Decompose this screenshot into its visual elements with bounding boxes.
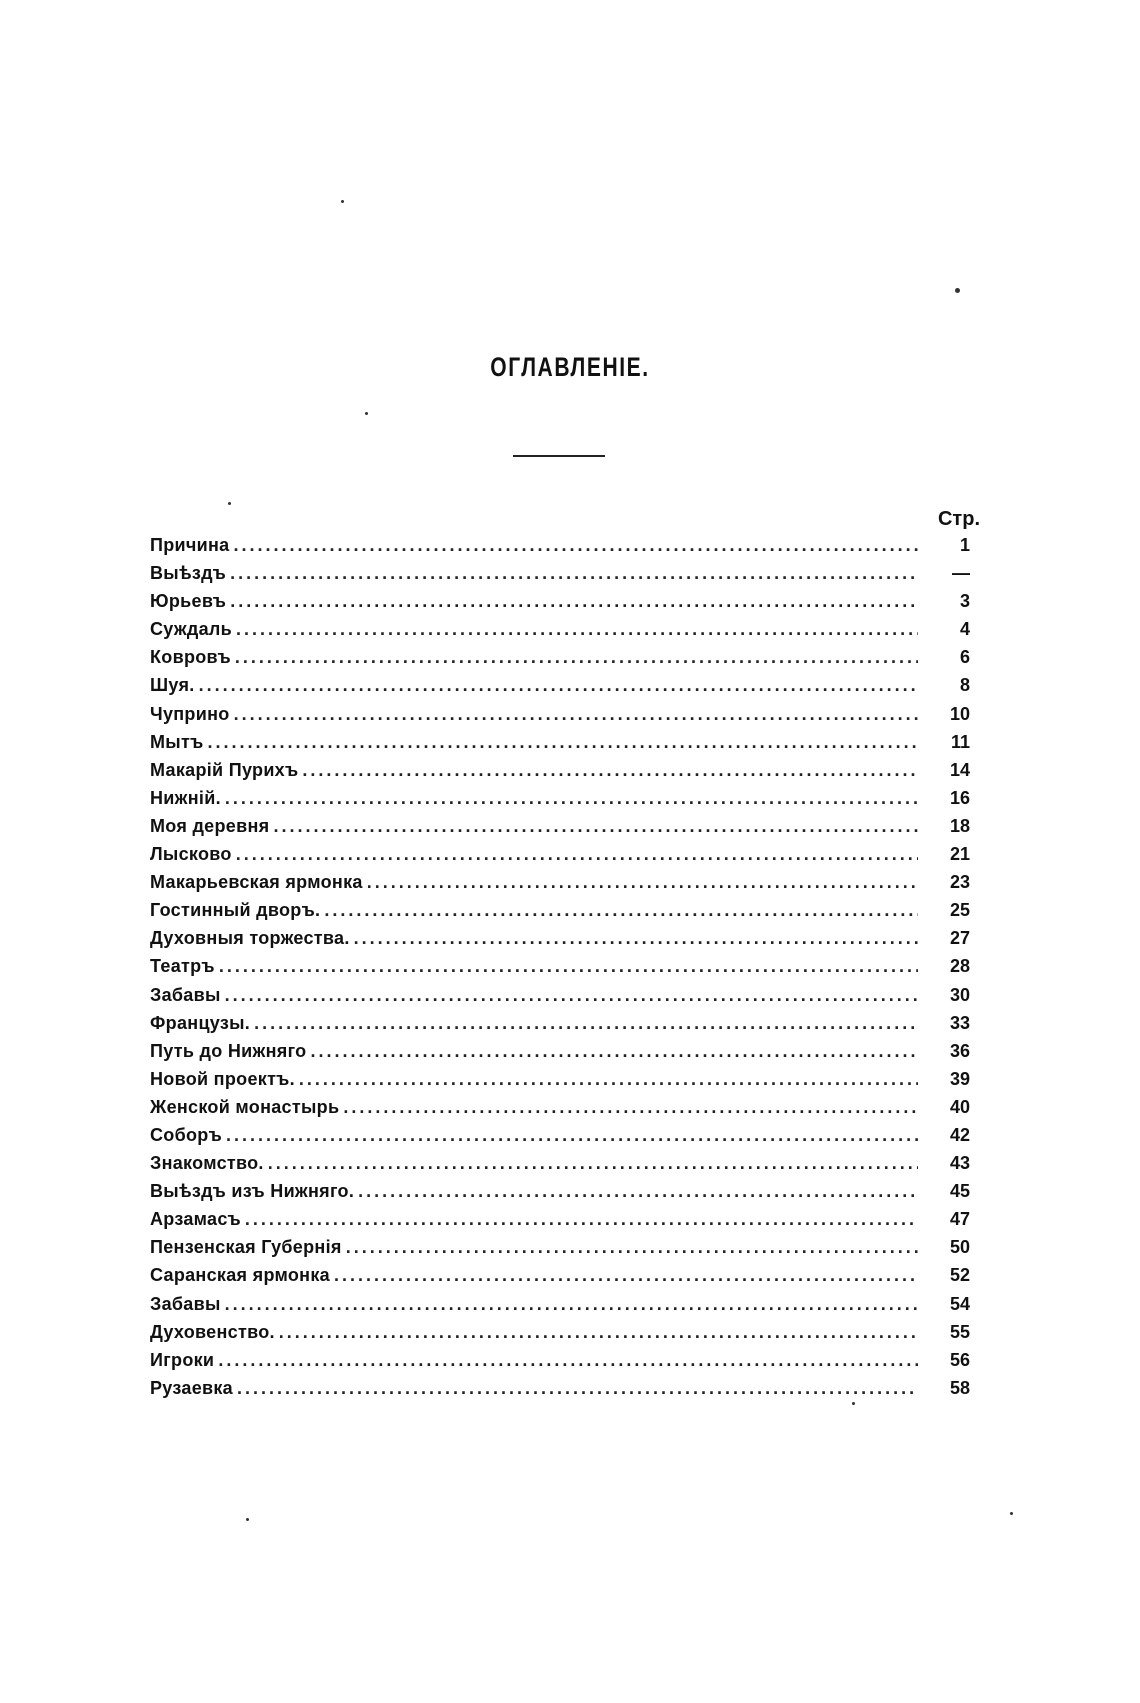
- toc-entry: [150, 1350, 970, 1378]
- toc-entry: [150, 1237, 970, 1265]
- dot-leader: [279, 1322, 918, 1343]
- toc-entry-page: 18: [949, 815, 970, 836]
- dot-leader: [367, 872, 918, 893]
- scan-speck: [228, 502, 231, 505]
- toc-entry-page: 33: [949, 1012, 970, 1033]
- toc-entry-title: Чуприно: [150, 703, 230, 724]
- toc-entry: [150, 1209, 970, 1237]
- toc-entry-page: 39: [949, 1068, 970, 1089]
- dot-leader: [235, 647, 918, 668]
- toc-entry-page: 3: [959, 591, 970, 612]
- dot-leader: [343, 1097, 918, 1118]
- toc-entry-title: Мытъ: [150, 731, 204, 752]
- dot-leader: [245, 1209, 918, 1230]
- toc-entry-page: 43: [949, 1153, 970, 1174]
- title-divider: [513, 455, 605, 457]
- toc-entry-title: Забавы: [150, 984, 221, 1005]
- toc-entry-title: Женской монастырь: [150, 1096, 340, 1117]
- dot-leader: [219, 956, 918, 977]
- toc-entry-page: 30: [949, 984, 970, 1005]
- toc-entry-title: Знакомство.: [150, 1153, 264, 1174]
- dot-leader: [324, 900, 918, 921]
- scan-speck: [1010, 1512, 1013, 1515]
- toc-entry: [150, 1265, 970, 1293]
- toc-entry: [150, 1378, 970, 1406]
- toc-entry-page: 55: [949, 1321, 970, 1342]
- toc-entry-title: Выѣздъ: [150, 563, 227, 584]
- toc-entry: [150, 788, 970, 816]
- toc-entry-title: Ковровъ: [150, 647, 231, 668]
- dot-leader: [254, 1013, 918, 1034]
- dot-leader: [354, 928, 918, 949]
- toc-entry-title: Рузаевка: [150, 1377, 233, 1398]
- toc-entry-page: 28: [949, 956, 970, 977]
- toc-entry: [150, 1041, 970, 1069]
- toc-entry-page: 58: [949, 1377, 970, 1398]
- toc-entry-title: Выѣздъ изъ Нижняго.: [150, 1181, 355, 1202]
- toc-entry-title: Французы.: [150, 1012, 251, 1033]
- toc-entry-title: Юрьевъ: [150, 591, 227, 612]
- toc-entry: [150, 619, 970, 647]
- toc-entry-title: Новой проектъ.: [150, 1068, 295, 1089]
- dot-leader: [334, 1265, 918, 1286]
- toc-entry-page: 23: [949, 872, 970, 893]
- dot-leader: [268, 1153, 918, 1174]
- toc-entry-page: 56: [949, 1349, 970, 1370]
- toc-entry: [150, 985, 970, 1013]
- toc-entry-page: 27: [949, 928, 970, 949]
- dot-leader: [226, 1125, 918, 1146]
- toc-entry-title: Гостинный дворъ.: [150, 900, 321, 921]
- toc-entry: [150, 1013, 970, 1041]
- toc-entry: [150, 1181, 970, 1209]
- toc-entry-title: Шуя.: [150, 675, 195, 696]
- dot-leader: [234, 535, 919, 556]
- scan-speck: [341, 200, 344, 203]
- toc-entry: [150, 844, 970, 872]
- dot-leader: [225, 1294, 918, 1315]
- toc-entry-title: Нижній.: [150, 787, 221, 808]
- toc-entry: [150, 675, 970, 703]
- toc-entry-page: 21: [949, 844, 970, 865]
- toc-entry-page: 4: [959, 619, 970, 640]
- toc-entry-page: 40: [949, 1096, 970, 1117]
- scan-speck: [365, 412, 368, 415]
- toc-entry-title: Пензенская Губернія: [150, 1237, 342, 1258]
- toc-entry: [150, 1125, 970, 1153]
- toc-entry-page: 36: [949, 1040, 970, 1061]
- toc-entry-title: Макарьевская ярмонка: [150, 872, 363, 893]
- toc-entry-title: Саранская ярмонка: [150, 1265, 330, 1286]
- toc-entry-page: 25: [949, 900, 970, 921]
- toc-entry-title: Арзамасъ: [150, 1209, 241, 1230]
- toc-entry-page: 42: [949, 1124, 970, 1145]
- toc-entry-page: 6: [959, 647, 970, 668]
- dot-leader: [236, 844, 918, 865]
- toc-entry-page: 10: [949, 703, 970, 724]
- toc-entry-title: Лысково: [150, 844, 232, 865]
- scan-speck: [955, 288, 960, 293]
- toc-entry: [150, 647, 970, 675]
- dot-leader: [346, 1237, 918, 1258]
- toc-entry: [150, 563, 970, 591]
- toc-entry: [150, 816, 970, 844]
- dot-leader: [358, 1181, 918, 1202]
- toc-entry-title: Духовенство.: [150, 1321, 275, 1342]
- toc-entry-page: —: [952, 563, 970, 584]
- toc-entry: [150, 956, 970, 984]
- dot-leader: [230, 591, 918, 612]
- toc-entry-page: 54: [949, 1293, 970, 1314]
- toc-entry: [150, 1294, 970, 1322]
- dot-leader: [225, 985, 918, 1006]
- toc-entry: [150, 1153, 970, 1181]
- toc-entry: [150, 591, 970, 619]
- dot-leader: [218, 1350, 918, 1371]
- dot-leader: [199, 675, 918, 696]
- dot-leader: [302, 760, 918, 781]
- toc-entry-title: Игроки: [150, 1349, 215, 1370]
- toc-entry-page: 47: [949, 1209, 970, 1230]
- toc-entry: [150, 1097, 970, 1125]
- toc-entry: [150, 872, 970, 900]
- toc-entry-title: Театръ: [150, 956, 215, 977]
- dot-leader: [273, 816, 918, 837]
- dot-leader: [208, 732, 918, 753]
- toc-entry: [150, 732, 970, 760]
- dot-leader: [299, 1069, 918, 1090]
- toc-entry-page: 14: [949, 759, 970, 780]
- scan-speck: [246, 1518, 249, 1521]
- toc-entry-page: 52: [949, 1265, 970, 1286]
- toc-entry-page: 45: [949, 1181, 970, 1202]
- toc-entry: [150, 535, 970, 563]
- toc-entry-title: Макарій Пурихъ: [150, 759, 299, 780]
- page-title: ОГЛАВЛЕНІЕ.: [490, 352, 650, 382]
- dot-leader: [230, 563, 918, 584]
- page-column-label: Стр.: [937, 508, 980, 530]
- toc-entry: [150, 1069, 970, 1097]
- dot-leader: [310, 1041, 918, 1062]
- toc-entry: [150, 928, 970, 956]
- toc-entry-title: Забавы: [150, 1293, 221, 1314]
- dot-leader: [234, 704, 918, 725]
- dot-leader: [236, 619, 918, 640]
- toc-entry-title: Моя деревня: [150, 815, 270, 836]
- toc-entry-page: 8: [959, 675, 970, 696]
- toc-entry: [150, 704, 970, 732]
- toc-entry: [150, 760, 970, 788]
- toc-entry-page: 16: [949, 787, 970, 808]
- toc-entry-title: Духовныя торжества.: [150, 928, 350, 949]
- toc-entry-title: Причина: [150, 535, 230, 555]
- table-of-contents: [150, 535, 970, 1406]
- toc-entry-title: Суждаль: [150, 619, 233, 640]
- toc-entry-title: Путь до Нижняго: [150, 1040, 307, 1061]
- toc-entry-page: 11: [950, 731, 970, 752]
- dot-leader: [237, 1378, 918, 1399]
- toc-entry: [150, 900, 970, 928]
- dot-leader: [225, 788, 918, 809]
- scan-speck: [852, 1402, 855, 1405]
- toc-entry: [150, 1322, 970, 1350]
- toc-entry-page: 50: [949, 1237, 970, 1258]
- toc-entry-page: 1: [959, 535, 970, 555]
- toc-entry-title: Соборъ: [150, 1124, 223, 1145]
